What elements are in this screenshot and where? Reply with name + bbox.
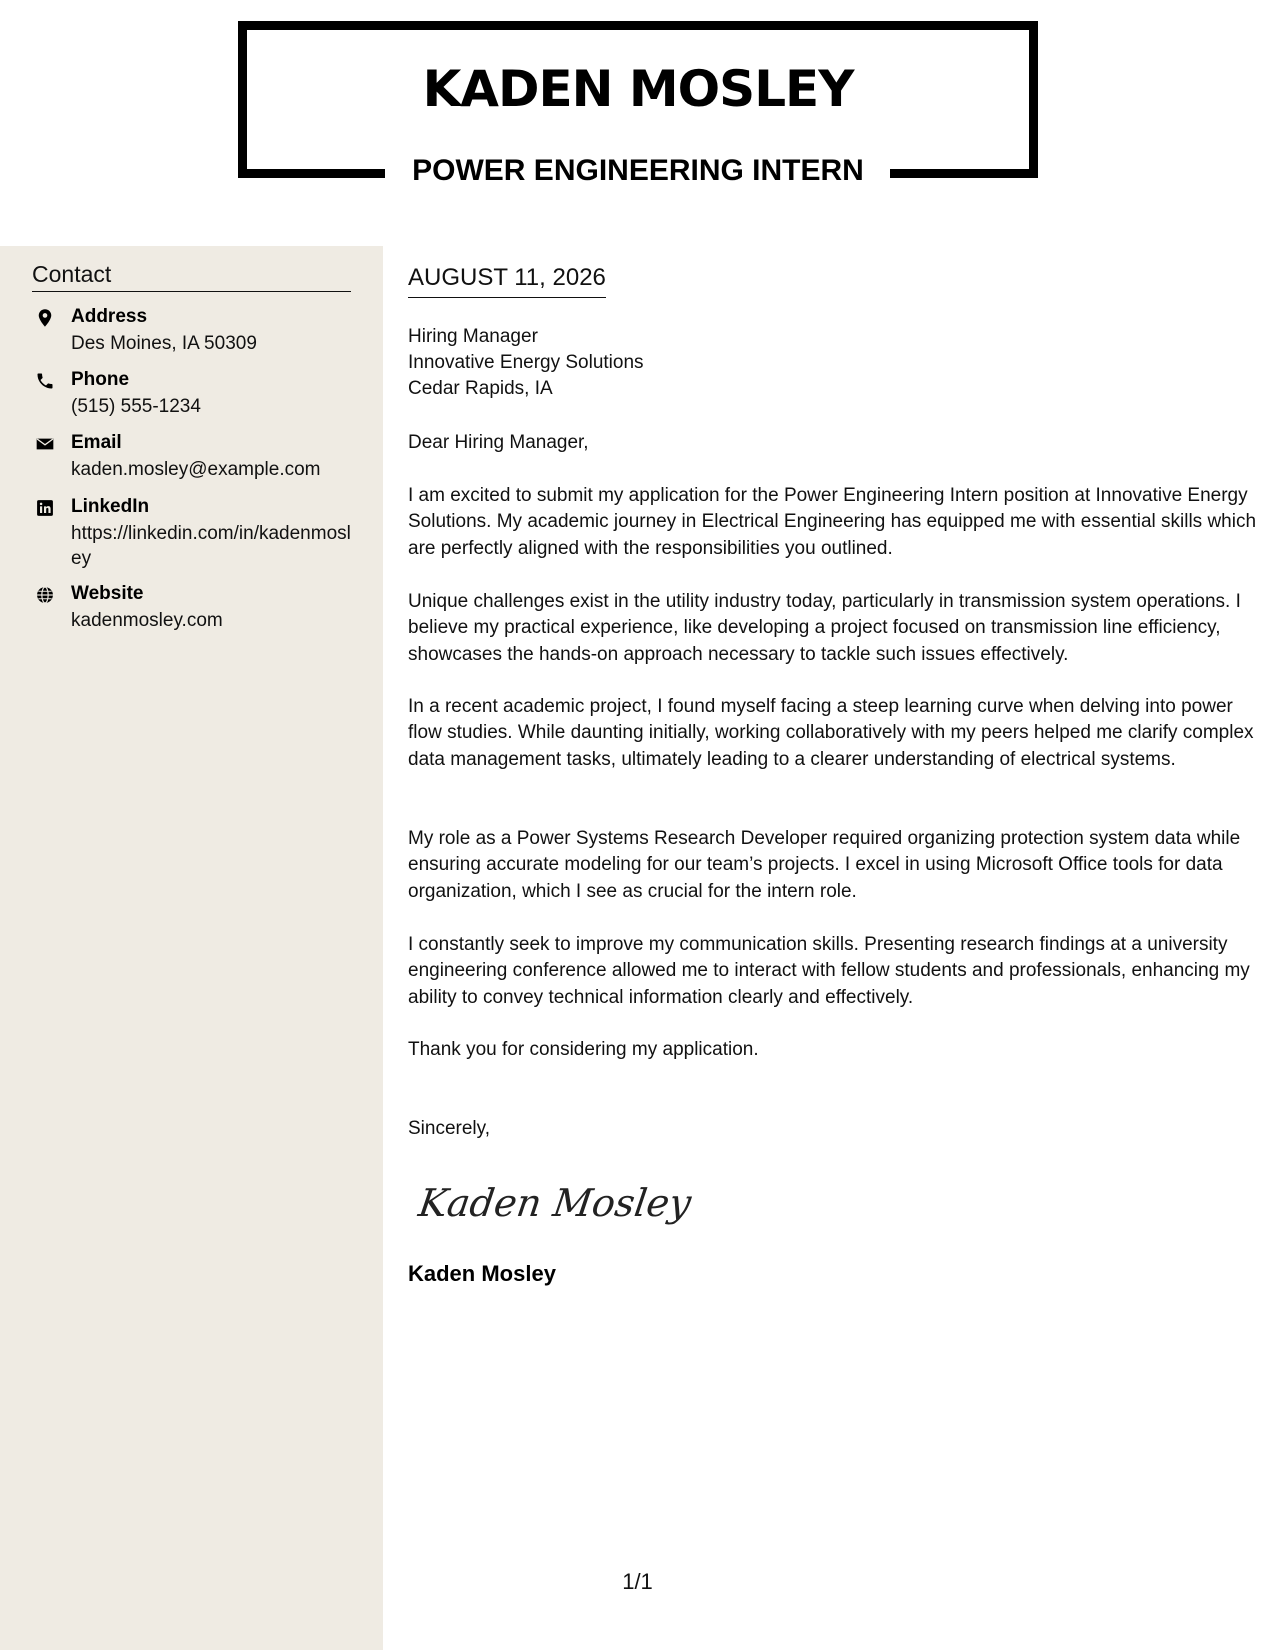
signer-name: Kaden Mosley <box>408 1261 556 1286</box>
globe-icon <box>35 585 55 605</box>
letter-date: AUGUST 11, 2026 <box>408 264 606 298</box>
salutation: Dear Hiring Manager, <box>408 432 589 453</box>
map-pin-icon <box>35 308 55 328</box>
job-title: POWER ENGINEERING INTERN <box>412 154 864 187</box>
recipient-location: Cedar Rapids, IA <box>408 378 553 399</box>
linkedin-label: LinkedIn <box>71 496 150 517</box>
paragraph-3: In a recent academic project, I found myself facing a steep learning curve when delving into power flow studies. While daunting initially, working collaboratively with my peers helped me clarify complex data management tasks, ultimately leading to a clearer understanding of electrical systems. <box>408 696 1254 770</box>
linkedin-icon <box>35 498 55 518</box>
paragraph-5: I constantly seek to improve my communication skills. Presenting research findings at a university engineering conference allowed me to interact with fellow students and professionals, enhancing my ability to convey technical information clearly and effectively. <box>408 934 1250 1008</box>
phone-icon <box>35 371 55 391</box>
signature-image <box>415 1168 694 1238</box>
paragraph-4: My role as a Power Systems Research Developer required organizing protection system data while ensuring accurate modeling for our team’s projects. I excel in using Microsoft Office tools for data organization, which I see as crucial for the intern role. <box>408 828 1241 902</box>
recipient-name: Hiring Manager <box>408 326 538 347</box>
closing-thanks: Thank you for considering my application. <box>408 1039 759 1060</box>
paragraph-2: Unique challenges exist in the utility industry today, particularly in transmission system operations. I believe my practical experience, like developing a project focused on transmission line efficiency, showcases the hands-on approach necessary to tackle such issues effectively. <box>408 591 1241 665</box>
website-label: Website <box>71 583 144 604</box>
email-value: kaden.mosley@example.com <box>71 459 321 480</box>
candidate-name: KADEN MOSLEY <box>422 60 854 118</box>
envelope-icon <box>35 434 55 454</box>
signature-text: Kaden Mosley <box>415 1182 694 1226</box>
email-label: Email <box>71 432 122 453</box>
linkedin-value[interactable]: https://linkedin.com/in/kadenmosley <box>71 523 351 569</box>
address-label: Address <box>71 306 148 327</box>
address-value: Des Moines, IA 50309 <box>71 333 257 354</box>
paragraph-1: I am excited to submit my application for the Power Engineering Intern position at Innovative Energy Solutions. My academic journey in Electrical Engineering has equipped me with essential skills which are perfectly aligned with the responsibilities you outlined. <box>408 485 1257 559</box>
phone-value: (515) 555-1234 <box>71 396 201 417</box>
phone-label: Phone <box>71 369 130 390</box>
contact-heading: Contact <box>32 261 351 292</box>
website-value[interactable]: kadenmosley.com <box>71 610 223 631</box>
recipient-company: Innovative Energy Solutions <box>408 352 644 373</box>
page-number: 1/1 <box>622 1569 653 1594</box>
recipient-block <box>408 324 644 402</box>
sign-off: Sincerely, <box>408 1118 491 1139</box>
